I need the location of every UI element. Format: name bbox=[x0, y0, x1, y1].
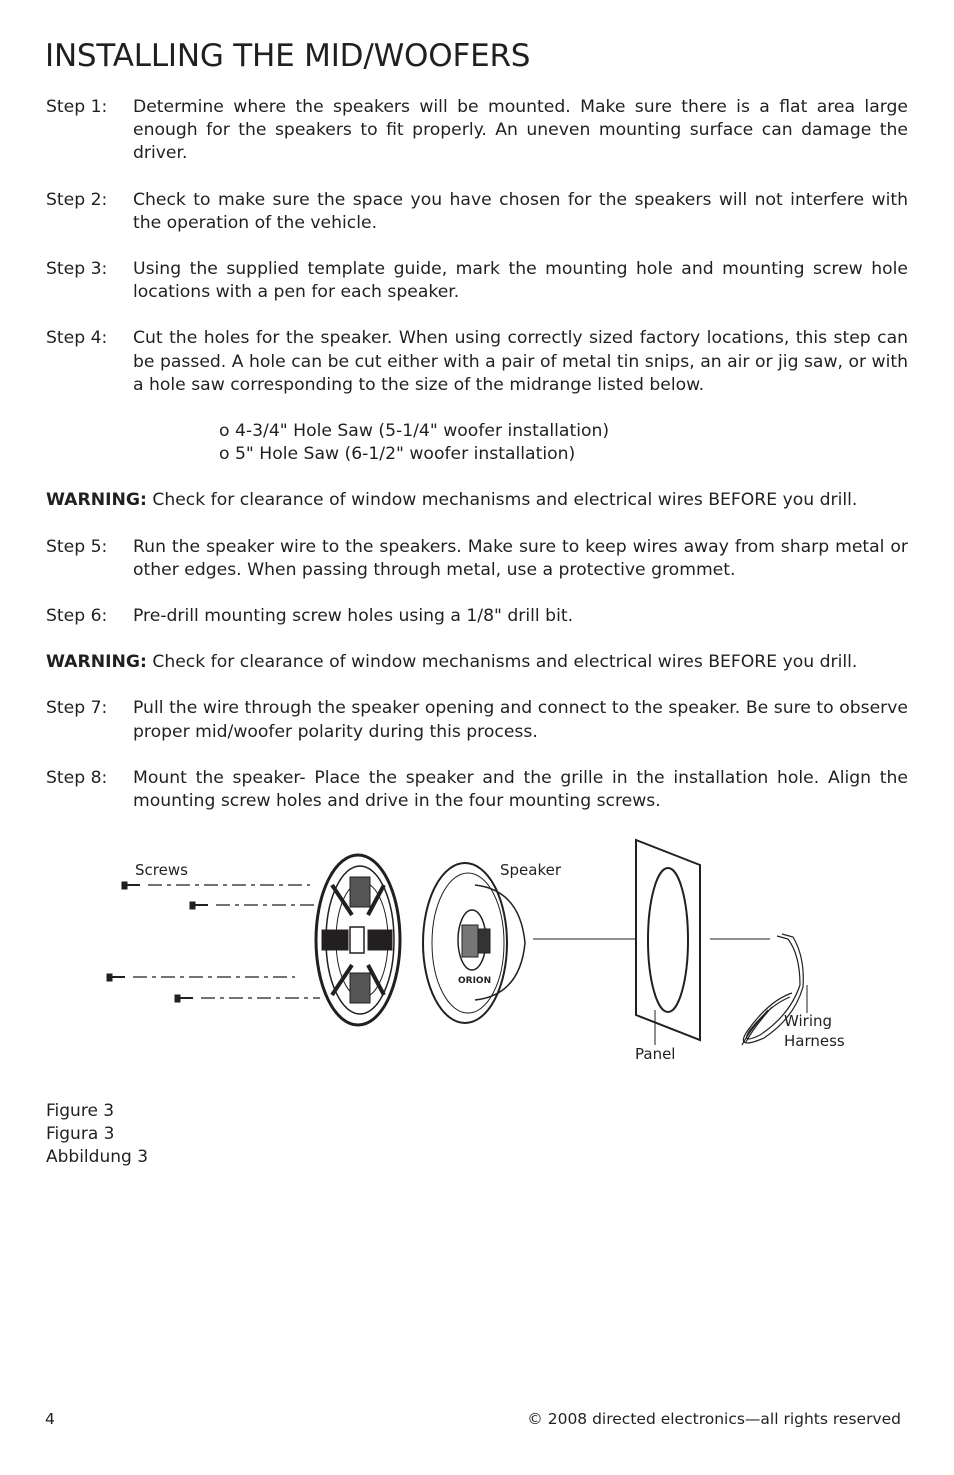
grille-illustration bbox=[316, 855, 400, 1025]
step-label: Step 4: bbox=[46, 328, 108, 349]
warning-2 bbox=[46, 651, 908, 674]
step-label: Step 2: bbox=[46, 189, 108, 210]
warning-1 bbox=[46, 489, 908, 512]
step-label: Step 3: bbox=[46, 259, 108, 280]
step-text: Determine where the speakers will be mounted. Make sure there is a flat area large enough for the speakers to fit properly. An uneven mounting surface can damage the driver. bbox=[133, 97, 908, 164]
step-2 bbox=[46, 189, 908, 235]
step-4 bbox=[46, 327, 908, 397]
instructions bbox=[46, 96, 908, 836]
exploded-diagram bbox=[100, 835, 860, 1075]
warning-label: WARNING: bbox=[46, 490, 147, 511]
step-5 bbox=[46, 536, 908, 582]
speaker-label: Speaker bbox=[500, 861, 562, 879]
step-text: Check to make sure the space you have chosen for the speakers will not interfere with the operation of the vehicle. bbox=[133, 189, 908, 233]
hole-saw-list bbox=[219, 420, 908, 466]
step-text: Using the supplied template guide, mark the mounting hole and mounting screw hole locations with a pen for each speaker. bbox=[133, 259, 908, 303]
step-text: Mount the speaker- Place the speaker and the grille in the installation hole. Align the mounting screw holes and drive in the four mounting screws. bbox=[133, 767, 908, 812]
speaker-illustration bbox=[423, 863, 525, 1023]
screws-illustration bbox=[107, 882, 320, 1002]
hole-saw-item: o 4-3/4" Hole Saw (5-1/4" woofer installation) bbox=[219, 421, 610, 442]
warning-text: Check for clearance of window mechanisms and electrical wires BEFORE you drill. bbox=[146, 490, 858, 511]
page-title: INSTALLING THE MID/WOOFERS bbox=[45, 38, 531, 74]
figure-caption bbox=[46, 1100, 148, 1169]
step-label: Step 8: bbox=[46, 767, 108, 788]
step-label: Step 5: bbox=[46, 536, 108, 557]
screws-label: Screws bbox=[135, 861, 188, 879]
caption-german: Abbildung 3 bbox=[46, 1147, 149, 1167]
step-7 bbox=[46, 697, 908, 743]
warning-text: Check for clearance of window mechanisms and electrical wires BEFORE you drill. bbox=[146, 652, 858, 673]
step-label: Step 1: bbox=[46, 97, 108, 117]
warning-label: WARNING: bbox=[46, 652, 147, 673]
caption-spanish: Figura 3 bbox=[46, 1124, 115, 1144]
step-6 bbox=[46, 605, 908, 628]
step-label: Step 7: bbox=[46, 698, 108, 719]
page-number: 4 bbox=[45, 1410, 55, 1428]
hole-saw-item: o 5" Hole Saw (6-1/2" woofer installation) bbox=[219, 444, 576, 465]
wiring-label: Wiring bbox=[784, 1012, 833, 1030]
panel-label: Panel bbox=[635, 1045, 676, 1063]
step-1 bbox=[46, 96, 908, 166]
step-8 bbox=[46, 767, 908, 813]
installation-figure bbox=[100, 835, 860, 1075]
step-label: Step 6: bbox=[46, 606, 108, 627]
panel-illustration bbox=[636, 840, 700, 1045]
step-text: Pre-drill mounting screw holes using a 1/8" drill bit. bbox=[133, 606, 574, 627]
copyright-notice: © 2008 directed electronics—all rights reserved bbox=[527, 1410, 901, 1428]
step-3 bbox=[46, 258, 908, 304]
step-text: Pull the wire through the speaker opening and connect to the speaker. Be sure to observe proper mid/woofer polarity during this process. bbox=[133, 698, 908, 742]
brand-logo: ORION bbox=[458, 976, 492, 986]
harness-label: Harness bbox=[784, 1032, 845, 1050]
step-text: Cut the holes for the speaker. When using correctly sized factory locations, this step can be passed. A hole can be cut either with a pair of metal tin snips, an air or jig saw, or with a hole saw corresponding to the size of the midrange listed below. bbox=[133, 328, 908, 395]
step-text: Run the speaker wire to the speakers. Make sure to keep wires away from sharp metal or other edges. When passing through metal, use a protective grommet. bbox=[133, 536, 908, 580]
caption-english: Figure 3 bbox=[46, 1101, 115, 1121]
